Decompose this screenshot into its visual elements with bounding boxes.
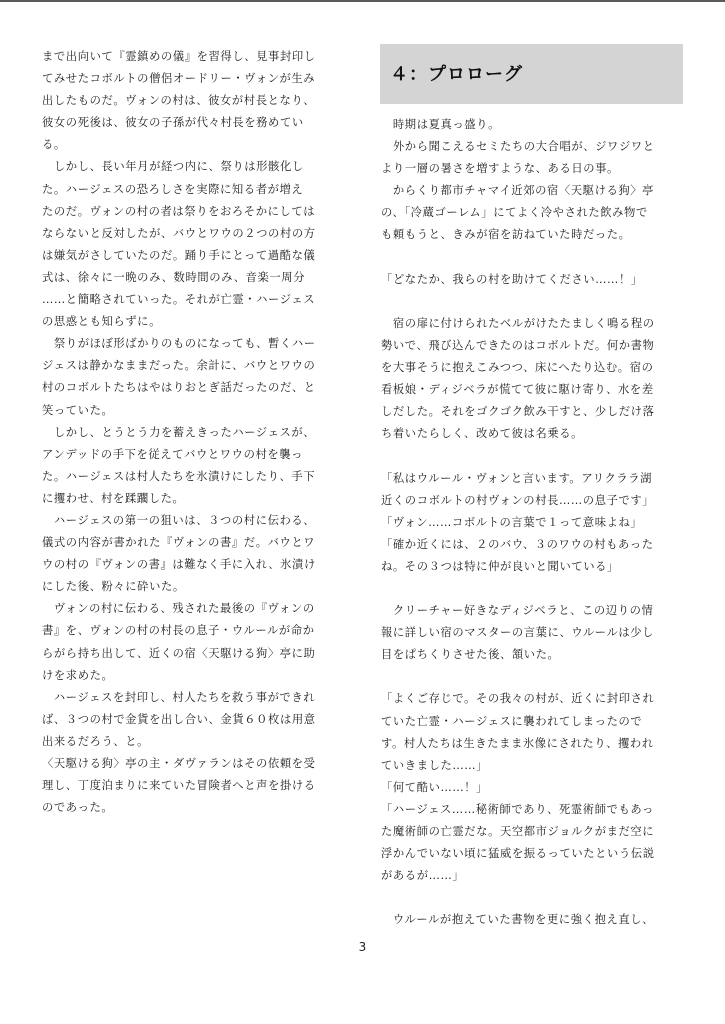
text-line: 「よくご存じで。その我々の村が、近くに封印され: [381, 692, 655, 706]
text-line: アンデッドの手下を従えてバウとワウの村を襲っ: [42, 447, 304, 461]
top-border-rule: [0, 0, 725, 2]
text-line: 近くのコボルトの村ヴォンの村長……の息子です」: [381, 493, 655, 507]
right-text-column: [381, 114, 684, 931]
text-line: 〈天駆ける狗〉亭の主・ダヴァランはその依頼を受: [42, 757, 316, 770]
paragraph-gap: [381, 247, 684, 269]
text-line: の、「冷蔵ゴーレム」にてよく冷やされた飲み物で: [381, 206, 648, 220]
text-line: 「ハージェス……秘術師であり、死霊術師でもあっ: [381, 802, 655, 816]
text-line: 看板娘・ディジベラが慌てて彼に駆け寄り、水を差: [381, 383, 654, 397]
text-line: の思惑とも知らずに。: [42, 315, 161, 329]
paragraph-gap: [381, 291, 684, 313]
section-heading: ４：プロローグ: [390, 64, 523, 85]
text-line: ウルールが抱えていた書物を更に強く抱え直し、: [381, 913, 655, 927]
text-line: ヴォンの村に伝わる、残された最後の『ヴォンの: [42, 602, 315, 616]
text-line: 笑っていた。: [42, 403, 114, 417]
text-line: ていきました……」: [381, 758, 489, 772]
text-line: ウの村の『ヴォンの書』は難なく手に入れ、氷漬け: [42, 558, 316, 572]
left-text-column: [42, 46, 342, 819]
text-line: 式は、徐々に一晩のみ、数時間のみ、音楽一周分: [42, 270, 306, 284]
text-line: 出したものだ。ヴォンの村は、彼女が村長となり、: [42, 94, 316, 108]
text-line: まで出向いて『霊鎮めの儀』を習得し、見事封印し: [42, 50, 316, 63]
section-heading-box: [380, 44, 683, 104]
text-line: に攫わせ、村を蹂躙した。: [42, 491, 185, 505]
text-line: ならないと反対したが、バウとワウの２つの村の方: [42, 226, 316, 240]
page-number: 3: [358, 940, 367, 954]
text-line: からくり都市チャマイ近郊の宿〈天駆ける狗〉亭: [381, 184, 655, 198]
text-line: ね。その３つは特に仲が良いと聞いている」: [381, 559, 619, 573]
text-line: のであった。: [42, 801, 114, 815]
text-line: クリーチャー好きなディジベラと、この辺りの情: [381, 604, 654, 618]
text-line: しかし、とうとう力を蓄えきったハージェスが、: [42, 425, 316, 439]
text-line: にした後、粉々に砕いた。: [42, 580, 185, 594]
text-line: 「どなたか、我らの村を助けてください……！」: [381, 272, 643, 286]
text-line: ジェスは静かなままだった。余計に、バウとワウの: [42, 359, 316, 373]
text-line: 宿の扉に付けられたベルがけたたましく鳴る程の: [381, 316, 655, 330]
text-line: る。: [42, 138, 66, 152]
text-line: たのだ。ヴォンの村の者は祭りをおろそかにしては: [42, 204, 316, 218]
text-line: 「私はウルール・ヴォンと言います。アリクララ湖: [381, 471, 653, 485]
text-line: けを求めた。: [42, 668, 114, 682]
text-line: 「何て酷い……！」: [381, 780, 489, 794]
text-line: 浮かんでいない頃に猛威を振るっていたという伝説: [381, 847, 655, 861]
text-line: しかし、長い年月が経つ内に、祭りは形骸化し: [42, 160, 304, 174]
text-line: 外から聞こえるセミたちの大合唱が、ジワジワと: [381, 140, 655, 154]
text-line: ち着いたらしく、改めて彼は名乗る。: [381, 427, 584, 441]
text-line: ……と簡略されていった。それが亡霊・ハージェス: [42, 293, 316, 307]
text-line: しだした。それをゴクゴク飲み干すと、少しだけ落: [381, 405, 655, 419]
text-line: ハージェスを封印し、村人たちを救う事ができれ: [42, 690, 316, 704]
text-line: 報に詳しい宿のマスターの言葉に、ウルールは少し: [381, 626, 655, 640]
text-line: ば、３つの村で金貨を出し合い、金貨６０枚は用意: [42, 712, 316, 726]
paragraph-gap: [381, 578, 684, 600]
text-line: 祭りがほぼ形ばかりのものになっても、暫くハー: [42, 337, 316, 351]
text-line: 儀式の内容が書かれた『ヴォンの書』だ。バウとワ: [42, 536, 316, 550]
text-line: も頼もうと、きみが宿を訪ねていた時だった。: [381, 228, 631, 242]
text-line: た。ハージェスの恐ろしさを実際に知る者が増え: [42, 182, 304, 196]
text-line: 書』を、ヴォンの村の村長の息子・ウルールが命か: [42, 624, 315, 638]
text-line: は嫌気がさしていたのだ。踊り手にとって過酷な儀: [42, 248, 316, 262]
text-line: 「ヴォン……コボルトの言葉で１って意味よね」: [381, 515, 643, 529]
text-line: 村のコボルトたちはやはりおとぎ話だったのだ、と: [42, 381, 316, 395]
paragraph-gap: [381, 666, 684, 688]
text-line: を大事そうに抱えこみつつ、床にへたり込む。宿の: [381, 361, 654, 375]
text-line: す。村人たちは生きたまま氷像にされたり、攫われ: [381, 736, 654, 750]
text-line: てみせたコボルトの僧侶オードリー・ヴォンが生み: [42, 72, 316, 86]
text-line: た。ハージェスは村人たちを氷漬けにしたり、手下: [42, 469, 316, 483]
text-line: 彼女の死後は、彼女の子孫が代々村長を務めてい: [42, 116, 304, 130]
text-line: 勢いで、飛び込んできたのはコボルトだ。何か書物: [381, 338, 655, 352]
text-line: があるが……」: [381, 869, 465, 883]
text-line: 時期は夏真っ盛り。: [381, 118, 500, 131]
text-line: ていた亡霊・ハージェスに襲われてしまったので: [381, 714, 643, 728]
text-line: らがら持ち出して、近くの宿〈天駆ける狗〉亭に助: [42, 646, 316, 660]
text-line: より一層の暑さを増すような、ある日の事。: [381, 162, 619, 176]
text-line: ハージェスの第一の狙いは、３つの村に伝わる、: [42, 513, 316, 527]
text-line: た魔術師の亡霊だな。天空都市ジョルクがまだ空に: [381, 825, 655, 838]
text-line: 出来るだろう、と。: [42, 734, 150, 748]
text-line: 理し、丁度泊まりに来ていた冒険者へと声を掛ける: [42, 779, 316, 793]
paragraph-gap: [381, 887, 684, 909]
text-line: 「確か近くには、２のバウ、３のワウの村もあった: [381, 537, 654, 551]
paragraph-gap: [381, 445, 684, 467]
text-line: 目をぱちくりさせた後、頷いた。: [381, 648, 560, 662]
